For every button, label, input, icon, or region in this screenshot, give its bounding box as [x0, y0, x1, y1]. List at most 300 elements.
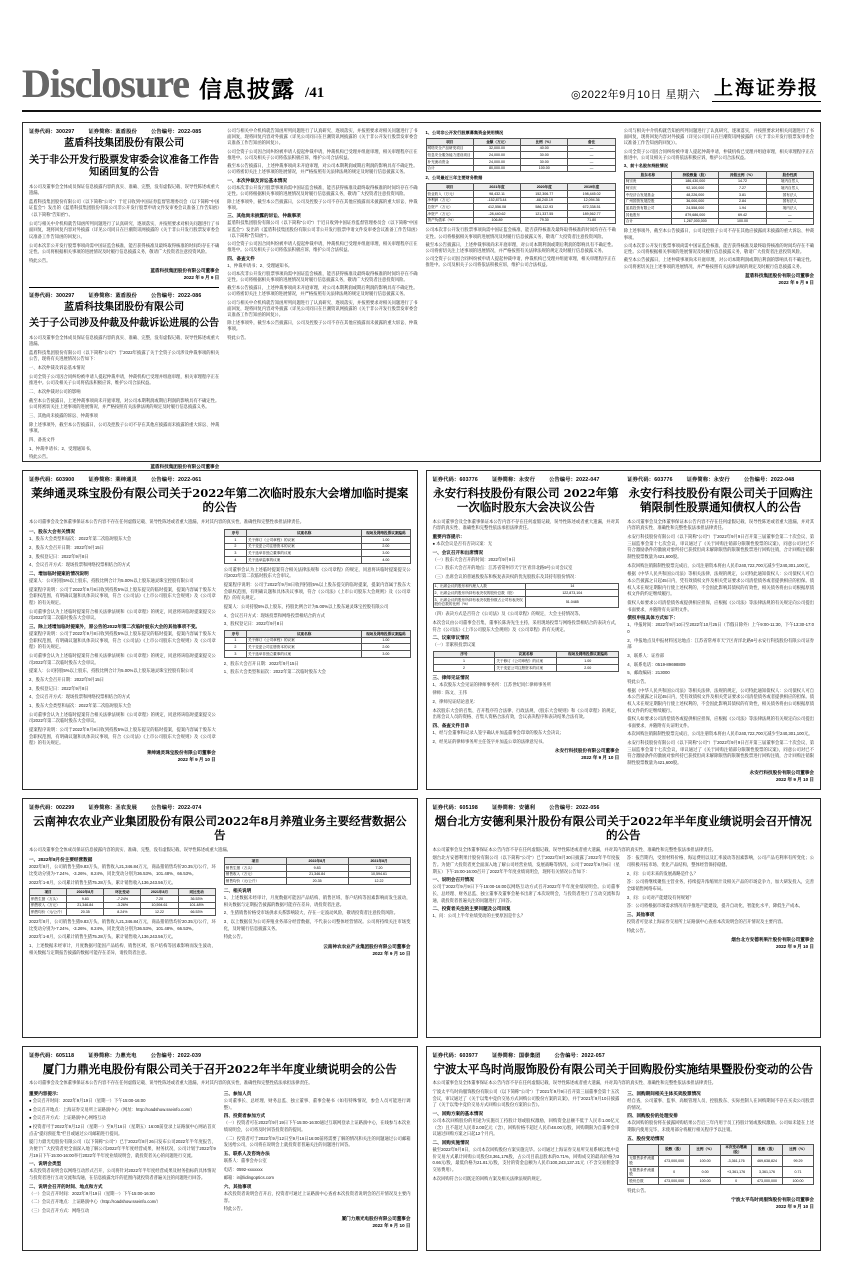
cell: 关于修订《公司章程》的议案 [247, 537, 362, 544]
no-label: 公告编号： [150, 477, 178, 483]
col-header: 项目 [30, 889, 67, 896]
paragraph: 公司全资子公司因合同纠纷被申请人提起仲裁申请，仲裁机构已受理并组庭审理，相关审理程序正在推进中。公司及相关子公司将依法积极应诉，维护公司合法权益。 [227, 148, 418, 160]
paragraph: 2、生猪销售价格受市场供求关系影响较大，存在一定波动风险，敬请投资者注意投资风险。 [223, 910, 399, 916]
subheading: 二、投资者关注的主要问题及公司回复 [432, 906, 511, 912]
table-row [224, 644, 410, 651]
code-label: 证券代码： [29, 1053, 56, 1059]
table-row [624, 192, 813, 199]
paragraph: 公司本次非公开发行股票事项尚需中国证监会核准，能否获得核准及最终取得核准的时间均存在不确定性。公司将根据相关事项的进展情况及时履行信息披露义务，敬请广大投资者注意投资风险。 [227, 270, 418, 282]
signature-date: 2022 年 9 月 10 日 [177, 756, 216, 762]
cell: 4 [224, 557, 246, 564]
code-label: 证券代码： [29, 477, 56, 483]
cell: 80,000.00 [473, 165, 520, 172]
subheading: 一、2022年8月份主要经营数据 [29, 857, 93, 863]
col-header: 环比变动 [104, 889, 141, 896]
table-row [433, 583, 619, 590]
paragraph: 永安行科技股份有限公司（以下简称"公司"）于2022年9月9日召开第三届董事会第二十次会议、第三届监事会第十七次会议，审议通过了《关于回购注销部分限制性股票的议案》，同意公司对已不符合激励条件的激励对象所持已获授但尚未解除限售的限制性股票进行回购注销，合计回购注销限制性股票数量为421,600股。 [627, 534, 814, 560]
cell: 2.00 [362, 644, 410, 651]
paragraph: （三）出席会议的普通股股东和恢复表决权的优先股股东及其持有股份情况： [432, 574, 579, 580]
cell: 469,638,824 [752, 1155, 783, 1166]
paragraph: 截至本公告披露日，上述仲裁事项尚未开庭审理，对公司本期利润或期后利润的影响具有不确定性。公司将密切关注上述事项的进展情况，并严格按照有关法律法规的规定及时履行信息披露义务。 [227, 285, 418, 297]
subheading: 二、议案审议情况 [432, 635, 470, 641]
table-row [624, 212, 813, 219]
col-header: 现场及网络投票议案编码 [557, 651, 619, 658]
cell: 21,346.84 [286, 871, 348, 878]
cell: 71.80 [568, 217, 615, 224]
table-caption: 3、前十名股东持股情况 [623, 163, 668, 169]
cell: 30.00 [521, 152, 568, 159]
paragraph: 公司于2022年9月9日下午15:00-16:00以网络互动方式召开2022年半年度业绩说明会。公司董事长、总经理、财务总监、独立董事及董事会秘书出席了本次说明会，与投资者进行了互动交流和沟通，就投资者普遍关注的问题进行了回答。 [432, 884, 620, 903]
no-value: 2022-086 [177, 292, 202, 299]
codeline [29, 476, 411, 483]
table-row [433, 665, 619, 672]
paragraph: 本次股东大会的召集、召开程序符合法律、行政法规、《股东大会规则》和《公司章程》的规定，出席会议人员的资格、召集人资格合法有效，会议表决程序和表决结果合法有效。 [432, 707, 620, 720]
row-header: 3、出席会议的股东所持有表决权股份数占公司有表决权股份总数的比例（%） [433, 597, 526, 608]
code-value: 603776 [459, 477, 478, 483]
abbr-value: 圣农发展 [115, 805, 137, 811]
cell: 境内自然人 [766, 185, 813, 192]
paragraph: 4、会议召开方式：现场投票和网络投票相结合的方式 [223, 612, 325, 618]
paragraph: 特此公告。 [29, 258, 51, 264]
notice-label: 重要内容提示： [29, 1091, 62, 1097]
paragraph: 本次回购注销限制性股票完成后，公司注册资本将由人民币240,722,700元减少至240,301,100元。 [627, 562, 813, 568]
table-row [426, 211, 615, 218]
cell: 186,430,000 [672, 178, 719, 185]
notice-label: 重要内容提示： [432, 534, 465, 540]
brand-english: Disclosure [22, 61, 190, 106]
table-row [426, 145, 615, 152]
cell: -3,361,176 [721, 1155, 752, 1166]
col-header: 项目 [224, 858, 286, 865]
abbr-value: 永安行 [518, 477, 536, 483]
cell: -28,440.62 [473, 211, 520, 218]
paragraph: （四）表决方式是否符合《公司法》及《公司章程》的规定，大会主持情况等。 [432, 611, 583, 617]
cell: 32,000.00 [473, 145, 520, 152]
code-value: 605118 [55, 1053, 75, 1059]
paragraph: 公司全资子公司因合同纠纷被申请人提起仲裁申请，仲裁机构已受理并组庭审理，相关审理程序正在推进中。公司及相关子公司将依法积极应诉，维护公司合法权益。 [29, 373, 220, 386]
subheading: 二、说明会召开的时间、地点和方式 [29, 1183, 103, 1189]
cell: 信息安全服务能力建设项目 [426, 152, 473, 159]
paragraph: （一）会议召开时间：2022年9月19日（星期一）下午15:00-16:00 [29, 1190, 155, 1196]
cell: 关于修订《公司章程》的议案 [247, 637, 362, 644]
paragraph: （二）投资者可于2022年9月12日至9月16日16:00前将需要了解的情况和关注的问题通过公司邮箱发送给公司，公司将在说明会上就投资者普遍关注的问题进行回答。 [223, 1135, 411, 1148]
abbr-value: 莱绅通灵 [115, 477, 137, 483]
row-4 [22, 1046, 821, 1251]
no-label: 公告编号： [743, 477, 771, 483]
paragraph: 截至本公告披露日，上述仲裁事项尚未开庭审理，对公司本期利润或期后利润的影响具有不确定性。公司将密切关注上述事项的进展情况，并严格按照有关法律法规的规定及时履行信息披露义务。 [29, 397, 220, 410]
cell: 12.22 [141, 909, 178, 916]
table-header-row [624, 172, 813, 179]
table-row [30, 902, 216, 909]
cell: 3.00 [362, 651, 410, 658]
paragraph: 3、股权登记日：2022年9月8日 [29, 685, 89, 691]
paragraph: 公司本次非公开发行股票事项尚需中国证监会核准，能否获得核准及最终取得核准的时间均存在不确定性。公司将根据相关事项的进展情况及时履行信息披露义务，敬请广大投资者注意投资风险。 [227, 184, 418, 196]
paragraph: 厦门力鼎光电股份有限公司（以下简称"公司"）已于2022年8月26日发布公司2022年半年度报告，为便于广大投资者更全面深入地了解公司2022年半年度经营成果、财务状况，公司计划于2022年9月19日下午15:00-16:00举行2022年半年度业绩说明会，就投资者关心的问题进行交流。 [29, 1139, 216, 1158]
cell: 国有法人 [766, 192, 813, 199]
cell: 98,432.11 [473, 191, 520, 198]
paragraph: 公司董事长、总经理、财务总监、独立董事、董事会秘书（如有特殊情况，参会人员可能进行调整）。 [223, 1098, 411, 1110]
share-change-table [627, 1144, 814, 1185]
article-xiamen [22, 1046, 418, 1251]
disclaimer: 本公司董事会及全体董事保证本公告内容不存在任何虚假记载、误导性陈述或者重大遗漏，并对其内容的真实性、准确性和完整性依法承担法律责任。 [29, 1080, 313, 1086]
cell: 4.00 [362, 557, 410, 564]
table-row [426, 197, 615, 204]
no-value: 2022-039 [177, 1053, 202, 1059]
cell: 1 [433, 658, 495, 665]
cell: +3,361,176 [721, 1166, 752, 1177]
table-row [624, 205, 813, 212]
cell: 101.48% [178, 902, 215, 909]
cell: 48,226,000 [672, 192, 719, 199]
table-header-row [628, 1144, 814, 1155]
paragraph: 2、申报地点及申报材料送达地点：江苏省常州市天宁区青洋北路9号永安行科技股份有限公司证券部 [627, 637, 814, 650]
col-header: 2020年度 [521, 184, 568, 191]
paragraph: 蓝盾科技集团股份有限公司（以下简称"公司"）于近日收到中国证券监督管理委员会（以下简称"中国证监会"）发出的《蓝盾科技集团股份有限公司非公开发行股票申请文件发审委会议准备工作告知函》（以下简称"告知函"）。 [29, 198, 220, 218]
bullet: ● 会议召开地点：上海证券交易所上证路演中心（网址：http://roadshow.sseinfo.com/） [29, 1106, 195, 1112]
attendance-table [433, 583, 620, 609]
abbr-label: 证券简称： [88, 805, 116, 811]
disclaimer: 本公司董事会及全体董事保证本公告内容不存在任何虚假记载、误导性陈述或者重大遗漏，并对其内容的真实性、准确性和完整性依法承担法律责任。 [432, 1080, 717, 1086]
paragraph: 2022年8月，公司销售生猪9.83万头，销售收入21,346.84万元，商品猪销售均价20.35元/公斤，环比变动分别为-7.24%、-3.26%、8.24%，同比变动分别为36.53%、101.48%、66.53%。 [29, 864, 216, 877]
cell: 境内法人 [766, 205, 813, 212]
paragraph: 特此公告。 [626, 927, 649, 933]
table-row [624, 178, 813, 185]
cell: 中经济合发展基金 [624, 192, 671, 199]
cell: 1.00 [557, 658, 619, 665]
signature-company: 永安行科技股份有限公司董事会 [554, 748, 620, 754]
paragraph: 本次会议由公司董事会召集，董事长陈涛先生主持，采用现场投票与网络投票相结合的表决方式，符合《公司法》《上市公司股东大会规则》及《公司章程》的有关规定。 [432, 619, 620, 632]
table-row [426, 165, 615, 172]
code-value: 605198 [459, 805, 478, 811]
abbr-value: 安德利 [518, 805, 536, 811]
cell: 2 [224, 543, 246, 550]
paragraph: 公司与相关中介机构就告知函所列问题进行了认真研究、逐项落实，并按照要求对相关问题进行了书面回复，现将回复内容对外披露（详见公司同日在巨潮资讯网披露的《关于非公开发行股票发审委会议准备工作告知函的回复》）。 [227, 299, 418, 318]
paragraph: 公司本次非公开发行股票事项尚需中国证监会核准，能否获得核准及最终取得核准的时间均存在不确定性。公司将根据相关事项的进展情况及时履行信息披露义务，敬请广大投资者注意投资风险。 [623, 242, 814, 255]
paragraph: 提案程序说明：公司于2022年9月8日收到持股5%以上股东提交的临时提案，提案内容属于股东大会职权范围，有明确议题和具体决议事项，符合《公司法》《上市公司股东大会规则》及《公司章程》的有关规定。 [29, 630, 216, 650]
col-header: 2019年度 [568, 184, 615, 191]
code-label: 证券代码： [432, 1053, 460, 1059]
paragraph: 1、上述数据未经审计，月度数据可能因产品结构、销售区域、客户结构等因素影响而发生波动，相关数据与定期报告披露的数据可能存在差异，请投资者注意。 [223, 895, 411, 907]
col-header: 序号 [224, 530, 246, 537]
bullet: ● 会议召开方式：上证路演中心网络互动 [29, 1115, 106, 1121]
table-row [628, 1178, 814, 1185]
cell: 2 [433, 665, 495, 672]
code-value: 603776 [654, 477, 673, 483]
cell: 关于变更公司注册资本的议案 [247, 644, 362, 651]
paragraph: 答：公司将根据市场需求情况有序推进产能建设，提升自动化、智能化水平，降低生产成本。 [626, 903, 803, 909]
codeline [29, 128, 219, 135]
subheading: 四、回购股份的处理安排 [627, 1113, 678, 1119]
paragraph: 3、股权登记日：2022年9月8日 [223, 621, 284, 627]
table-row [628, 1155, 814, 1166]
paragraph: 债权人如要求公司清偿债务或提供相应担保，应根据《公司法》等法律法规的有关规定向公司提出书面要求，并随附有关证明文件。 [627, 599, 814, 612]
signature-date: 2022 年 9 月 10 日 [581, 755, 620, 761]
subheading: 一、说明会召开情况 [432, 877, 474, 883]
no-value: 2022-056 [576, 805, 600, 811]
cell: 198,445.02 [568, 191, 615, 198]
article-ningbo [426, 1046, 822, 1251]
masthead-right [571, 73, 821, 110]
cell: 51.0485 [526, 597, 619, 608]
paragraph: 2、股东大会召开日期：2022年9月15日 [223, 660, 299, 666]
cell: 3 [224, 651, 246, 658]
cell: 69.42 [719, 212, 766, 219]
abbr-label: 证券简称： [686, 477, 714, 483]
signature-company: 厦门力鼎光电股份有限公司董事会 [341, 1215, 411, 1221]
code-value: 300297 [55, 292, 75, 299]
col-header [628, 1144, 659, 1155]
top-shareholders-table [624, 171, 814, 225]
subheading: 四、投资者参加方式 [223, 1113, 266, 1119]
proposal-table-secondary [224, 630, 411, 658]
cell: 关于修订《公司章程》的议案 [495, 658, 557, 665]
table-row [624, 185, 813, 192]
paragraph: 提案程序说明：公司于2022年9月8日收到持股5%以上股东提交的临时提案，提案内容属于股东大会职权范围，有明确议题和具体决议事项，符合《公司法》《上市公司股东大会规则》及《公司章程》的有关规定。 [223, 582, 411, 601]
cell: 40.00 [521, 145, 568, 152]
cell: 24,000.00 [473, 152, 520, 159]
cell: 100.00 [783, 1178, 814, 1185]
table-header-row [224, 530, 410, 537]
paragraph: 公司董事会认为上述临时提案符合相关法律法规和《公司章程》的规定，同意将该临时提案提交公司2022年第二次临时股东大会审议。 [29, 652, 216, 665]
paragraph: 提案程序说明：公司于2022年9月8日收到持股5%以上股东提交的临时提案，提案内容属于股东大会职权范围，有明确议题和具体决议事项，符合《公司法》《上市公司股东大会规则》及《公司章程》的有关规定。 [29, 586, 216, 605]
paragraph: 4、会议召开方式：现场投票和网络投票相结合的方式 [29, 562, 131, 568]
cell: 境内自然人 [766, 178, 813, 185]
no-value: 2022-057 [581, 1053, 605, 1059]
paragraph: 2、问：公司未来的发展战略是什么？ [626, 870, 698, 876]
table-row [624, 198, 813, 205]
code-label: 证券代码： [29, 129, 56, 135]
code-label: 证券代码： [29, 805, 56, 811]
signature-company: 蓝盾科技集团股份有限公司董事会 [150, 464, 220, 469]
col-header: 股东名称 [624, 172, 671, 179]
paragraph: 特此公告。 [223, 1206, 246, 1212]
signature-company: 蓝盾科技集团股份有限公司董事会 [150, 267, 220, 273]
cell: 国有法人 [766, 198, 813, 205]
paragraph: 提案程序说明：公司于2022年9月8日收到持股5%以上股东提交的临时提案，提案内容属于股东大会职权范围，有明确议题和具体决议事项，符合《公司法》《上市公司股东大会规则》及《公司章程》的有关规定。 [29, 726, 216, 746]
no-value: 2022-048 [770, 477, 795, 483]
row-header: 2、出席会议的股东所持有表决权的股份总数（股） [433, 590, 526, 597]
cell: — [568, 165, 615, 172]
signature-company: 蓝盾科技集团股份有限公司董事会 [745, 272, 814, 278]
article-company: 蓝盾科技集团股份有限公司 [64, 138, 185, 149]
article-title: 烟台北方安德利果汁股份有限公司关于2022年半年度业绩说明会召开情况的公告 [434, 814, 812, 843]
cell: 0.71 [783, 1166, 814, 1177]
col-header: 备注 [568, 139, 615, 146]
paragraph: 特此公告。 [227, 334, 249, 340]
cell: 有限售条件流通股 [628, 1166, 659, 1177]
article-laiyin [22, 470, 418, 790]
abbr-label: 证券简称： [88, 1053, 116, 1059]
table-row [426, 204, 615, 211]
cell: 121,337.55 [521, 211, 568, 218]
paragraph: 三、其他尚未披露的诉讼、仲裁事项 [29, 413, 98, 419]
paragraph: 2、股东大会召开日期：2022年9月15日 [29, 545, 104, 551]
cell: 净利润（万元） [426, 197, 473, 204]
cell: 其他股东 [624, 212, 671, 219]
paragraph: 截至本公告披露日，上述仲裁事项尚未开庭审理，对公司本期利润或期后利润的影响具有不确定性。公司将密切关注上述事项的进展情况，并严格按照有关法律法规的规定及时履行信息披露义务。 [227, 163, 418, 175]
masthead-left [22, 61, 325, 110]
paragraph: 邮箱：ir@lidingoptics.com [223, 1175, 274, 1181]
col-header: 2021年度 [473, 184, 520, 191]
cell: 1.00 [362, 637, 410, 644]
cell: 189,562.77 [568, 211, 615, 218]
paragraph: 二、本次仲裁对公司的影响 [29, 389, 81, 395]
paragraph: 截至2022年9月8日，公司本次回购股份方案实施完毕。公司通过上海证券交易所交易系统以集中竞价交易方式累计回购公司股份3,361,176股，占公司目前总股本的0.71%，回购成交的最高价格为30.66元/股，最低价格为21.81元/股，支付的资金总额为人民币100,243,137.21元（不含交易佣金等交易费用）。 [432, 1146, 620, 1172]
paragraph: 1、仲裁申请书；2、受理通知书。 [29, 445, 94, 451]
table-row [426, 159, 615, 166]
cell: 12.22 [348, 878, 410, 885]
paragraph: 答：公司将继续聚焦主营业务，持续提升浓缩果汁及相关产品的市场竞争力，加大研发投入，完善全球销售网络布局。 [626, 879, 814, 892]
abbr-value: 力鼎光电 [115, 1053, 137, 1059]
cell: 3.81 [719, 192, 766, 199]
article-company: 蓝盾科技集团股份有限公司 [64, 301, 185, 313]
row-header: 1、出席会议的股东和代理人人数 [433, 583, 526, 590]
table-row [224, 871, 410, 878]
cell: 8.24% [104, 909, 141, 916]
no-label: 公告编号： [554, 1053, 582, 1059]
cell: 1,267,000,000 [672, 218, 719, 225]
signature-date: 2022 年 9 月 9 日 [778, 279, 814, 285]
subheading: 一、会议召开和出席情况 [432, 549, 484, 555]
col-header: 序号 [224, 631, 246, 638]
paragraph: 4、联系电话：0519-89698809 [627, 661, 686, 667]
table-row [30, 909, 216, 916]
cell: -7.24% [104, 896, 141, 903]
paragraph: 蓝盾科技集团股份有限公司（以下简称"公司"）于近日收到中国证券监督管理委员会（以下简称"中国证监会"）发出的《蓝盾科技集团股份有限公司非公开发行股票申请文件发审委会议准备工作告知函》（以下简称"告知函"）。 [227, 220, 418, 238]
subheading: 四、备查文件 [227, 255, 255, 261]
col-header: 议案名称 [495, 651, 557, 658]
cell: 14.72 [719, 178, 766, 185]
cell: 1 [224, 637, 246, 644]
subheading: 三、除上述增加临时提案外，原公告的2022年第二次临时股东大会的其他事项不变。 [29, 623, 201, 629]
table-row [224, 550, 410, 557]
paragraph: 电话：0592-xxxxxxx [223, 1166, 263, 1172]
publication-date: ◎2022年9月10日 星期六 [571, 89, 700, 101]
financial-summary-table [426, 183, 616, 224]
cell: 销售收入（万元） [224, 871, 286, 878]
paragraph: 本次投资者说明会以网络互动形式召开，公司将针对2022年半年度经营成果及财务指标的具体情况与投资者进行互动交流和沟通，在信息披露允许的范围内就投资者普遍关注的问题进行回答。 [29, 1168, 216, 1180]
cell: — [766, 218, 813, 225]
paragraph: 1、问：公司上半年业绩变动的主要原因是什么？ [432, 913, 526, 919]
signature-date: 2022 年 9 月 9 日 [183, 274, 220, 280]
paragraph: 提案人：公司持股5%以上股东，持股比例合计为5.00%以上股东通灵珠宝控股有限公司 [223, 604, 389, 610]
col-header: 2022年8月 [286, 858, 348, 865]
cell: 99.29 [783, 1155, 814, 1166]
paragraph: 1、本次股东大会见证的律师事务所：江苏世纪同仁律师事务所 [432, 681, 551, 687]
code-value: 603900 [55, 477, 75, 483]
disclaimer: 本公司董事会及全体董事保证本公告内容不存在任何虚假记载、误导性陈述或者重大遗漏，并对其内容的真实性、准确性和完整性承担法律责任。 [29, 518, 304, 524]
paragraph: 2022年8月，公司销售生猪9.83万头，销售收入21,346.84万元，商品猪销售均价20.35元/公斤，环比变动分别为-7.24%、-3.26%、8.24%，同比变动分别为36.53%、101.48%、66.53%。 [29, 919, 216, 931]
cell: 网络安全产品研发项目 [426, 145, 473, 152]
cell: 12,094.36 [568, 197, 615, 204]
paragraph: 特此公告。 [627, 1187, 649, 1193]
no-label: 公告编号： [549, 477, 577, 483]
col-header: 2021年8月 [141, 889, 178, 896]
cell: 36.53% [178, 896, 215, 903]
col-header: 议案名称 [247, 530, 362, 537]
paragraph: 根据《中华人民共和国公司法》等相关法律、法规的规定，公司特此通知债权人：公司债权人可自本公告披露之日起45日内，凭有效债权文件及相关凭证要求公司清偿债务或者提供相应的担保。债权人未在规定期限内行使上述权利的，不会因此影响其债权的有效性，相关债务将由公司根据原债权文件的约定继续履行。 [627, 571, 814, 597]
col-header: 本次变动增减（股） [721, 1144, 752, 1155]
article-title: 云南神农农业产业集团股份有限公司2022年8月养殖业务主要经营数据公告 [32, 814, 407, 843]
paragraph: 公司本次回购股份的用途为实施员工持股计划或股权激励，回购资金总额不低于人民币1.00亿元（含）且不超过人民币2.00亿元（含），回购价格不超过人民币48.00元/股，回购期限为自董事会审议通过回购方案之日起12个月内。 [432, 1118, 620, 1137]
cell: 总资产（万元） [426, 204, 473, 211]
cell: 营业收入（万元） [426, 191, 473, 198]
newspaper-page [0, 26, 843, 1280]
cell: 586,112.93 [521, 204, 568, 211]
subheading: 三、律师见证情况 [432, 674, 470, 680]
proposal-table [224, 529, 411, 563]
disclaimer: 本公司董事会及全体董事保证本公告内容不存在任何虚假记载、误导性陈述或者重大遗漏，并对其内容的真实性、准确性和完整性依法承担法律责任。 [432, 846, 717, 852]
article-yunnan [22, 798, 418, 1038]
signature-date: 2022 年 9 月 10 日 [372, 950, 411, 956]
signature-company: 云南神农农业产业集团股份有限公司董事会 [323, 944, 411, 950]
cell: 2 [224, 644, 246, 651]
monthly-detail-table [224, 857, 411, 885]
cell: 股份总数 [628, 1178, 659, 1185]
paragraph: 律师：陈文、王伟 [432, 690, 467, 696]
table-header-row [426, 139, 615, 146]
paragraph: 公司全资子公司因合同纠纷被申请人提起仲裁申请，仲裁机构已受理并组庭审理，相关审理程序正在推进中。公司及相关子公司将依法积极应诉，维护公司合法权益。 [227, 241, 418, 253]
article-title: 永安行科技股份有限公司 2022年第一次临时股东大会决议公告 [433, 486, 619, 515]
subheading: 二、相关说明 [223, 888, 252, 894]
paragraph: 2、律师见证结论意见： [432, 699, 478, 705]
table-caption: 1、公司非公开发行股票募集资金使用情况 [425, 130, 504, 135]
cell: 0 [721, 1178, 752, 1185]
cell: 21,346.84 [67, 902, 104, 909]
cell: 66.53% [178, 909, 215, 916]
cell: 30.00 [521, 159, 568, 166]
article-yantai [426, 798, 822, 1038]
col-header: 比例（%） [783, 1144, 814, 1155]
paragraph: 3、股权登记日：2022年9月8日 [29, 553, 89, 559]
no-value: 2022-074 [177, 805, 202, 811]
cell: 100.00 [690, 1155, 721, 1166]
cell: 0 [659, 1166, 690, 1177]
table-header-row [30, 889, 216, 896]
cell: 100.00 [719, 218, 766, 225]
paragraph: 公司与相关中介机构就告知函所列问题进行了认真研究、逐项落实，并按照要求对相关问题进行了书面回复，现将回复内容对外披露（详见公司同日在巨潮资讯网披露的《关于非公开发行股票发审委会议准备工作告知函的回复》）。 [29, 220, 220, 240]
subheading: 一、回购方案的基本情况 [432, 1111, 484, 1116]
cell: 关于选举监事的议案 [247, 557, 362, 564]
paragraph: 公司董事会认为上述临时提案符合相关法律法规和《公司章程》的规定，同意将该临时提案提交公司2022年第二次临时股东大会审议。 [223, 566, 411, 579]
col-header: 2022年8月 [67, 889, 104, 896]
cell: 销售均价（元/公斤） [224, 878, 286, 885]
table-row [224, 637, 410, 644]
paragraph: 1、股东大会类型和届次：2022年第二次临时股东大会 [29, 536, 132, 542]
signature-date: 2022 年 9 月 10 日 [775, 1204, 814, 1210]
paragraph: 特此公告。 [29, 454, 51, 460]
codeline [29, 804, 411, 811]
paragraph: 特此公告。 [627, 678, 649, 684]
cell: 473,000,000 [752, 1178, 783, 1185]
cell: -3.26% [104, 902, 141, 909]
disclaimer: 本公司及董事会全体成员保证信息披露内容的真实、准确、完整，没有虚假记载、误导性陈述或重大遗漏。 [29, 334, 220, 347]
fund-usage-table [426, 138, 616, 172]
cell: 20.35 [67, 909, 104, 916]
signature-date: 2022 年 9 月 10 日 [372, 1222, 411, 1228]
subheading: 五、股份变动情况 [627, 1135, 665, 1141]
signature-company: 莱绅通灵珠宝股份有限公司董事会 [146, 749, 216, 755]
no-value: 2022-085 [177, 129, 202, 135]
col-header: 项目 [426, 139, 473, 146]
cell: 销售生猪（万头） [224, 865, 286, 872]
cell: 9.83 [67, 896, 104, 903]
article-lanying-group [22, 122, 821, 469]
cell: 152,306.77 [521, 191, 568, 198]
col-header: 股份性质 [766, 172, 813, 179]
bullet: ● 本次会议是否有否决议案：无 [432, 541, 493, 547]
cell: 1.94 [719, 205, 766, 212]
